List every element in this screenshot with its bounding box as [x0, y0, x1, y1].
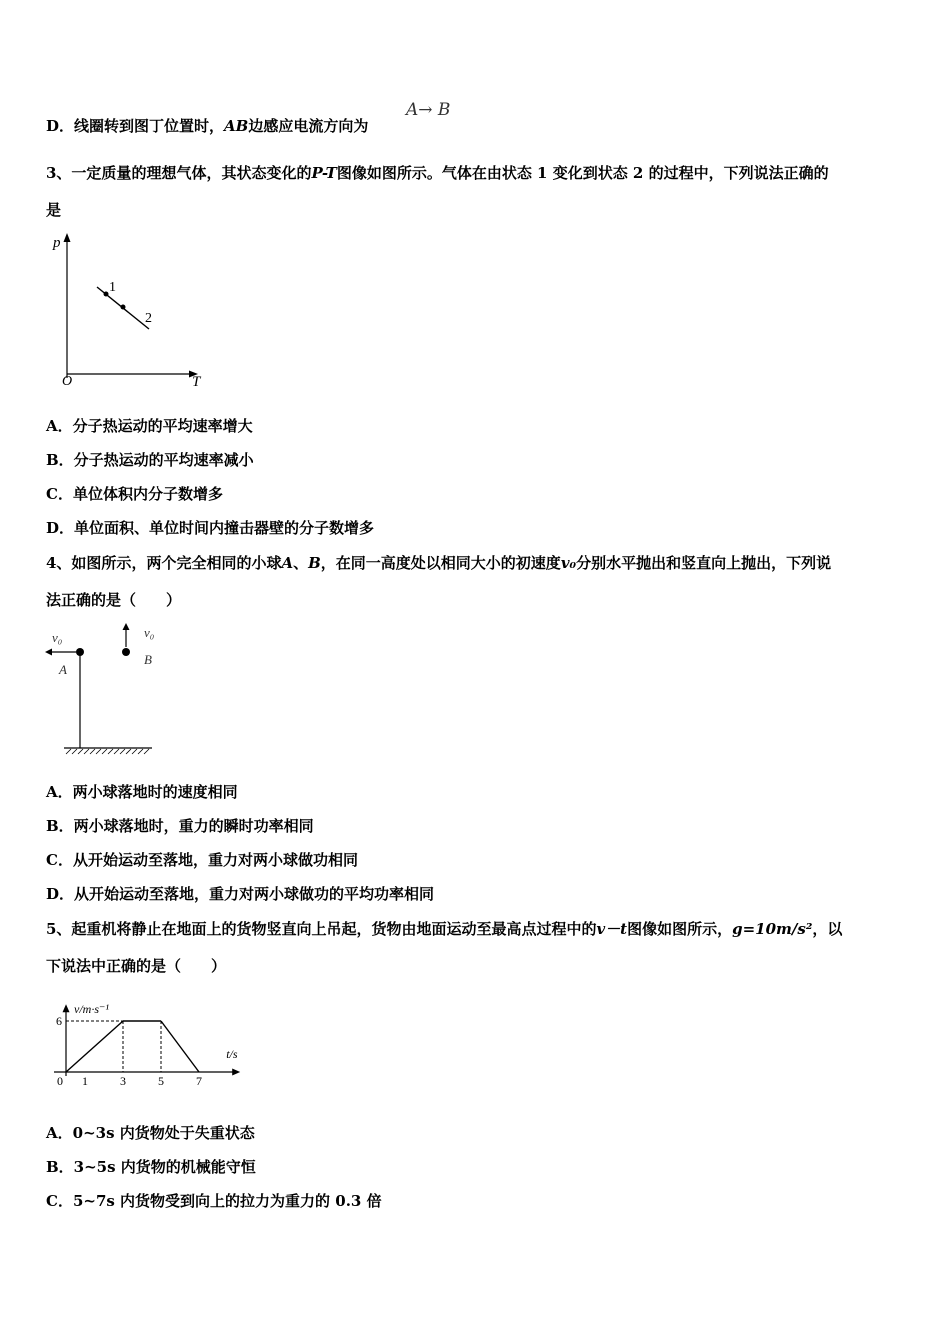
q4-ball-b — [122, 648, 130, 656]
q5-stem-g: g=10m/s² — [732, 920, 813, 938]
q5-stem — [46, 918, 842, 939]
q3-option-b: B．分子热运动的平均速率减小 — [46, 451, 254, 469]
vt-x-tick-1: 1 — [82, 1074, 88, 1088]
q5-vt-chart — [44, 988, 244, 1088]
q4-stem-v0: v₀ — [560, 554, 577, 572]
q4-stem — [46, 552, 831, 573]
q4-label-b: B — [144, 652, 152, 667]
q4-v0-label-b: v₀ — [144, 625, 155, 640]
q5-stem-c: ，以 — [812, 920, 843, 938]
vt-x-tick-0: 0 — [57, 1074, 63, 1088]
q3-origin-label: O — [62, 374, 73, 389]
q3-state2-label: 2 — [145, 311, 152, 326]
q4-v0-label-a: v₀ — [52, 630, 63, 645]
q4-stem-ball-b: B — [308, 554, 321, 572]
q5-stem-end: 下说法中正确的是（ ） — [46, 957, 227, 975]
q4-v0-arrowhead-b — [123, 623, 130, 630]
q3-pt-figure — [46, 228, 216, 393]
q5-option-c: C．5~7s 内货物受到向上的拉力为重力的 0.3 倍 — [46, 1192, 382, 1210]
q4-option-a: A．两小球落地时的速度相同 — [46, 783, 238, 801]
q4-stem-sep: 、 — [293, 554, 309, 572]
q4-ball-a — [76, 648, 84, 656]
q4-stem-end: 法正确的是（ ） — [46, 591, 182, 609]
q3-state2-dot — [121, 305, 126, 310]
q4-figure — [40, 620, 165, 765]
q3-y-label: p — [53, 235, 61, 251]
vt-x-tick-3: 3 — [120, 1074, 126, 1088]
vt-segment-3 — [161, 1021, 199, 1072]
q4-stem-a: 4、如图所示，两个完全相同的小球 — [46, 554, 282, 572]
q5-stem-a: 5、起重机将静止在地面上的货物竖直向上吊起，货物由地面运动至最高点过程中的 — [46, 920, 597, 938]
q2-option-d — [46, 115, 368, 136]
vt-x-tick-7: 7 — [196, 1074, 202, 1088]
q3-stem-pt: P-T — [311, 164, 337, 182]
q3-stem-a: 3、一定质量的理想气体，其状态变化的 — [46, 164, 312, 182]
q4-stem-b: ，在同一高度处以相同大小的初速度 — [320, 554, 561, 572]
q5-stem-vt: v－t — [596, 920, 628, 938]
vt-x-label: t/s — [226, 1047, 238, 1061]
vt-y-tick-6: 6 — [56, 1014, 62, 1028]
vt-y-label: v/m·s⁻¹ — [74, 1002, 109, 1017]
q2-option-d-math: A→ B — [406, 100, 451, 120]
q2-option-d-prefix: D．线圈转到图丁位置时， — [46, 117, 225, 135]
q3-stem-end: 是 — [46, 201, 62, 219]
q4-option-b: B．两小球落地时，重力的瞬时功率相同 — [46, 817, 314, 835]
q5-option-b: B．3~5s 内货物的机械能守恒 — [46, 1158, 256, 1176]
vt-y-arrow — [63, 1004, 70, 1012]
q3-option-a: A．分子热运动的平均速率增大 — [46, 417, 253, 435]
q4-option-c: C．从开始运动至落地，重力对两小球做功相同 — [46, 851, 358, 869]
q3-state1-label: 1 — [109, 280, 116, 295]
q2-option-d-ab: AB — [224, 117, 249, 135]
q2-option-d-suffix: 边感应电流方向为 — [248, 117, 369, 135]
q3-x-label: T — [192, 374, 201, 390]
vt-segment-1 — [66, 1021, 123, 1072]
q4-label-a: A — [59, 662, 67, 677]
q3-y-arrow — [64, 233, 71, 242]
q3-state1-dot — [104, 292, 109, 297]
q5-option-a: A．0~3s 内货物处于失重状态 — [46, 1124, 255, 1142]
q5-stem-b: 图像如图所示， — [627, 920, 733, 938]
q4-option-d: D．从开始运动至落地，重力对两小球做功的平均功率相同 — [46, 885, 435, 903]
q3-stem-b: 图像如图所示。气体在由状态 1 变化到状态 2 的过程中，下列说法正确的 — [336, 164, 829, 182]
q4-ground-hatch — [66, 749, 149, 754]
q4-v0-arrowhead-a — [45, 649, 52, 656]
q3-stem — [46, 162, 829, 183]
q4-stem-ball-a: A — [281, 554, 294, 572]
vt-x-arrow — [232, 1069, 240, 1076]
vt-x-tick-5: 5 — [158, 1074, 164, 1088]
q4-stem-c: 分别水平抛出和竖直向上抛出，下列说 — [576, 554, 832, 572]
q3-option-c: C．单位体积内分子数增多 — [46, 485, 223, 503]
q3-option-d: D．单位面积、单位时间内撞击器壁的分子数增多 — [46, 519, 375, 537]
